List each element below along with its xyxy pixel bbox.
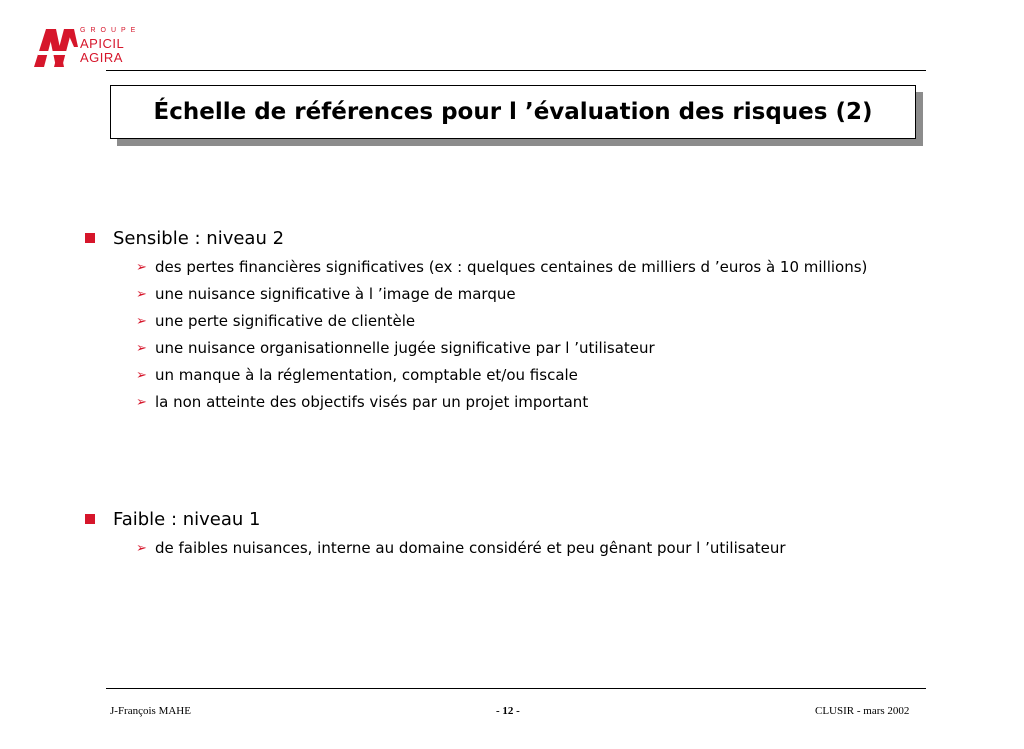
list-item (136, 338, 924, 358)
sub-list (84, 538, 924, 558)
title-box (110, 85, 916, 139)
section-heading: Sensible : niveau 2 (113, 227, 285, 249)
list-item-text: une nuisance significative à l ’image de marque (155, 285, 516, 303)
section-heading: Faible : niveau 1 (113, 508, 261, 530)
logo-groupe-text: GROUPE (80, 27, 141, 34)
list-item (136, 257, 924, 277)
section-sensible (84, 226, 924, 419)
list-item-text: une nuisance organisationnelle jugée significative par l ’utilisateur (155, 339, 655, 357)
arrow-bullet-icon: ➢ (136, 341, 147, 356)
arrow-bullet-icon: ➢ (136, 541, 147, 556)
footer-divider (106, 688, 926, 689)
arrow-bullet-icon: ➢ (136, 260, 147, 275)
arrow-bullet-icon: ➢ (136, 287, 147, 302)
slide-title: Échelle de références pour l ’évaluation des risques (2) (153, 99, 873, 125)
list-item (136, 538, 924, 558)
arrow-bullet-icon: ➢ (136, 314, 147, 329)
list-item-text: une perte significative de clientèle (155, 312, 416, 330)
footer-event-date: CLUSIR - mars 2002 (815, 705, 910, 717)
list-item-text: un manque à la réglementation, comptable et/ou fiscale (155, 366, 578, 384)
arrow-bullet-icon: ➢ (136, 368, 147, 383)
list-item-text: la non atteinte des objectifs visés par un projet important (155, 393, 589, 411)
header-divider (106, 70, 926, 71)
page-number: - 12 - (496, 705, 520, 717)
list-item-text: de faibles nuisances, interne au domaine considéré et peu gênant pour l ’utilisateur (155, 539, 786, 557)
list-item (136, 365, 924, 385)
company-logo (34, 27, 144, 71)
arrow-bullet-icon: ➢ (136, 395, 147, 410)
list-item (136, 392, 924, 412)
apicil-agira-emblem-icon (34, 27, 78, 69)
list-item (136, 284, 924, 304)
red-square-bullet-icon (85, 514, 95, 524)
footer-author: J-François MAHE (110, 705, 191, 717)
red-square-bullet-icon (85, 233, 95, 243)
section-heading-row (84, 507, 924, 531)
logo-agira-text: AGIRA (80, 50, 123, 65)
section-faible (84, 507, 924, 565)
sub-list (84, 257, 924, 412)
logo-apicil-text: APICIL (80, 36, 125, 51)
list-item-text: des pertes financières significatives (ex : quelques centaines de milliers d ’euros à 10 millions) (155, 258, 868, 276)
section-heading-row (84, 226, 924, 250)
list-item (136, 311, 924, 331)
